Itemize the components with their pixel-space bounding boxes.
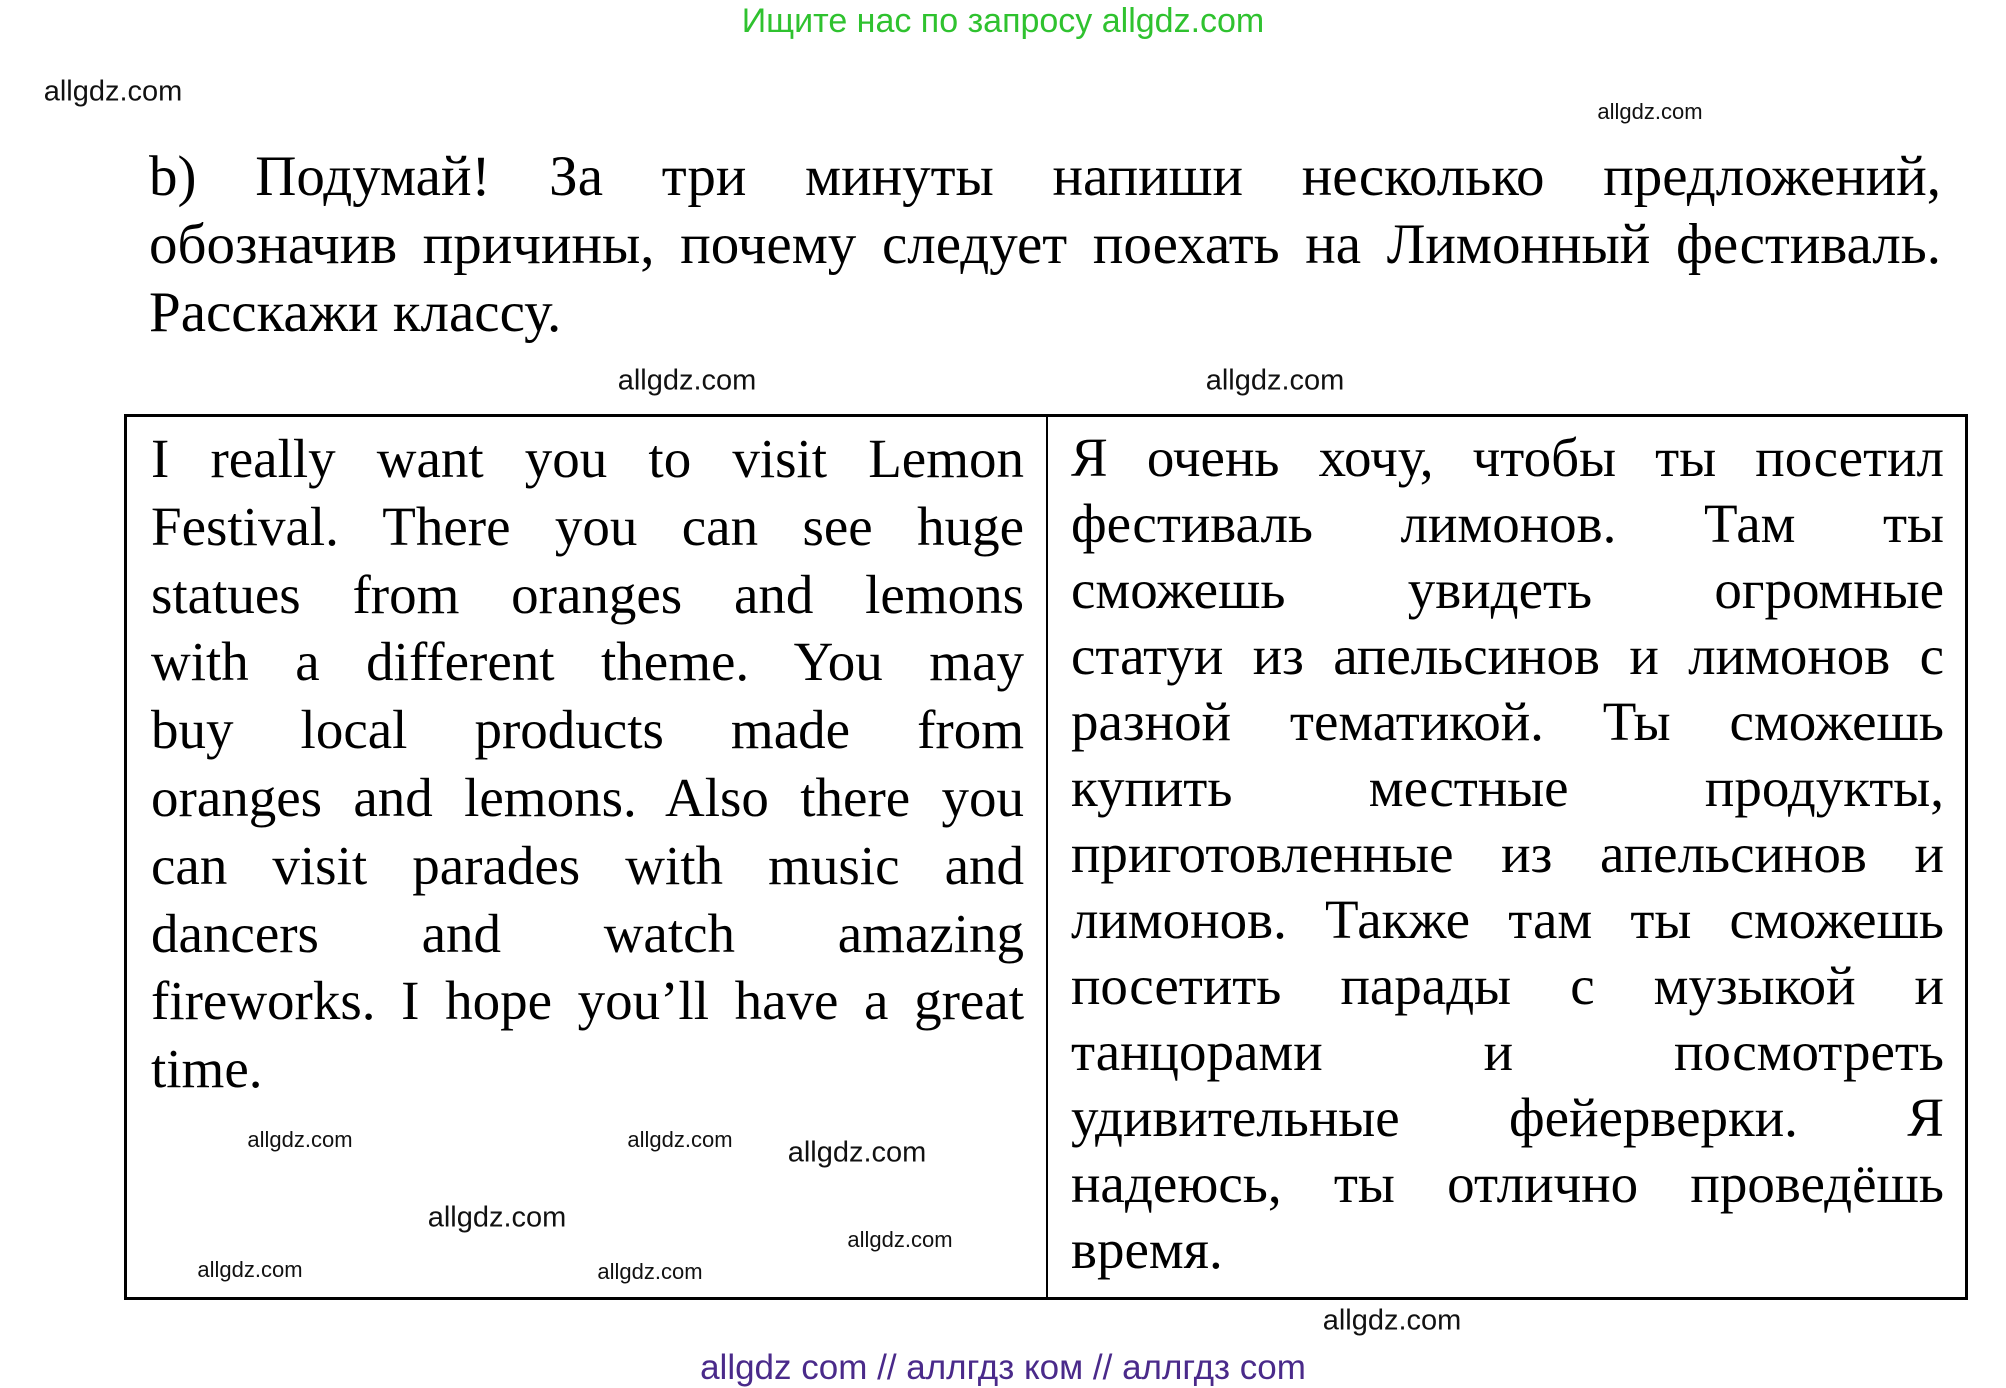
text-line: I really want you to visit Lemon bbox=[151, 428, 1024, 489]
text-line: oranges and lemons. Also there you bbox=[151, 766, 1024, 828]
column-divider bbox=[1046, 417, 1048, 1297]
text-line: время. bbox=[1071, 1219, 1223, 1280]
text-line: лимонов. Также там ты сможешь bbox=[1071, 889, 1944, 950]
task-line: Расскажи классу. bbox=[149, 281, 562, 344]
text-line: time. bbox=[151, 1038, 263, 1100]
text-line: can visit parades with music and bbox=[151, 834, 1024, 896]
text-line: фестиваль лимонов. Там ты bbox=[1071, 493, 1944, 554]
text-line: посетить парады с музыкой и bbox=[1071, 955, 1944, 1016]
watermark: allgdz.com bbox=[1205, 364, 1345, 397]
russian-answer bbox=[1071, 425, 1944, 1283]
english-answer bbox=[151, 425, 1024, 1103]
text-line: купить местные продукты, bbox=[1071, 757, 1944, 818]
watermark: allgdz.com bbox=[627, 1127, 733, 1152]
bottom-banner[interactable]: allgdz com // аллгдз ком // аллгдз com bbox=[700, 1348, 1306, 1387]
text-line: разной тематикой. Ты сможешь bbox=[1071, 691, 1944, 752]
task-line: обозначив причины, почему следует поехать на Лимонный фестиваль. bbox=[149, 213, 1941, 276]
watermark: allgdz.com bbox=[617, 364, 757, 397]
text-line: Я очень хочу, чтобы ты посетил bbox=[1071, 427, 1944, 488]
watermark: allgdz.com bbox=[1597, 99, 1703, 124]
watermark: allgdz.com bbox=[247, 1127, 353, 1152]
text-line: Festival. There you can see huge bbox=[151, 495, 1024, 557]
watermark: allgdz.com bbox=[197, 1257, 303, 1282]
top-banner[interactable]: Ищите нас по запросу allgdz.com bbox=[741, 2, 1265, 40]
watermark: allgdz.com bbox=[427, 1201, 567, 1234]
text-line: танцорами и посмотреть bbox=[1071, 1021, 1944, 1082]
text-line: statues from oranges and lemons bbox=[151, 563, 1024, 625]
watermark: allgdz.com bbox=[1322, 1304, 1462, 1337]
text-line: сможешь увидеть огромные bbox=[1071, 559, 1944, 620]
task-line: b) Подумай! За три минуты напиши несколько предложений, bbox=[149, 145, 1941, 208]
text-line: dancers and watch amazing bbox=[151, 902, 1024, 964]
text-line: buy local products made from bbox=[151, 699, 1024, 761]
text-line: удивительные фейерверки. Я bbox=[1071, 1087, 1944, 1148]
watermark: allgdz.com bbox=[787, 1136, 927, 1169]
text-line: статуи из апельсинов и лимонов с bbox=[1071, 625, 1944, 686]
watermark: allgdz.com bbox=[597, 1259, 703, 1284]
answer-table bbox=[124, 414, 1968, 1300]
text-line: надеюсь, ты отлично проведёшь bbox=[1071, 1153, 1944, 1214]
text-line: приготовленные из апельсинов и bbox=[1071, 823, 1944, 884]
text-line: fireworks. I hope you’ll have a great bbox=[151, 970, 1024, 1032]
watermark: allgdz.com bbox=[847, 1227, 953, 1252]
task-heading bbox=[149, 143, 1941, 347]
watermark: allgdz.com bbox=[43, 75, 183, 108]
text-line: with a different theme. You may bbox=[151, 631, 1024, 693]
